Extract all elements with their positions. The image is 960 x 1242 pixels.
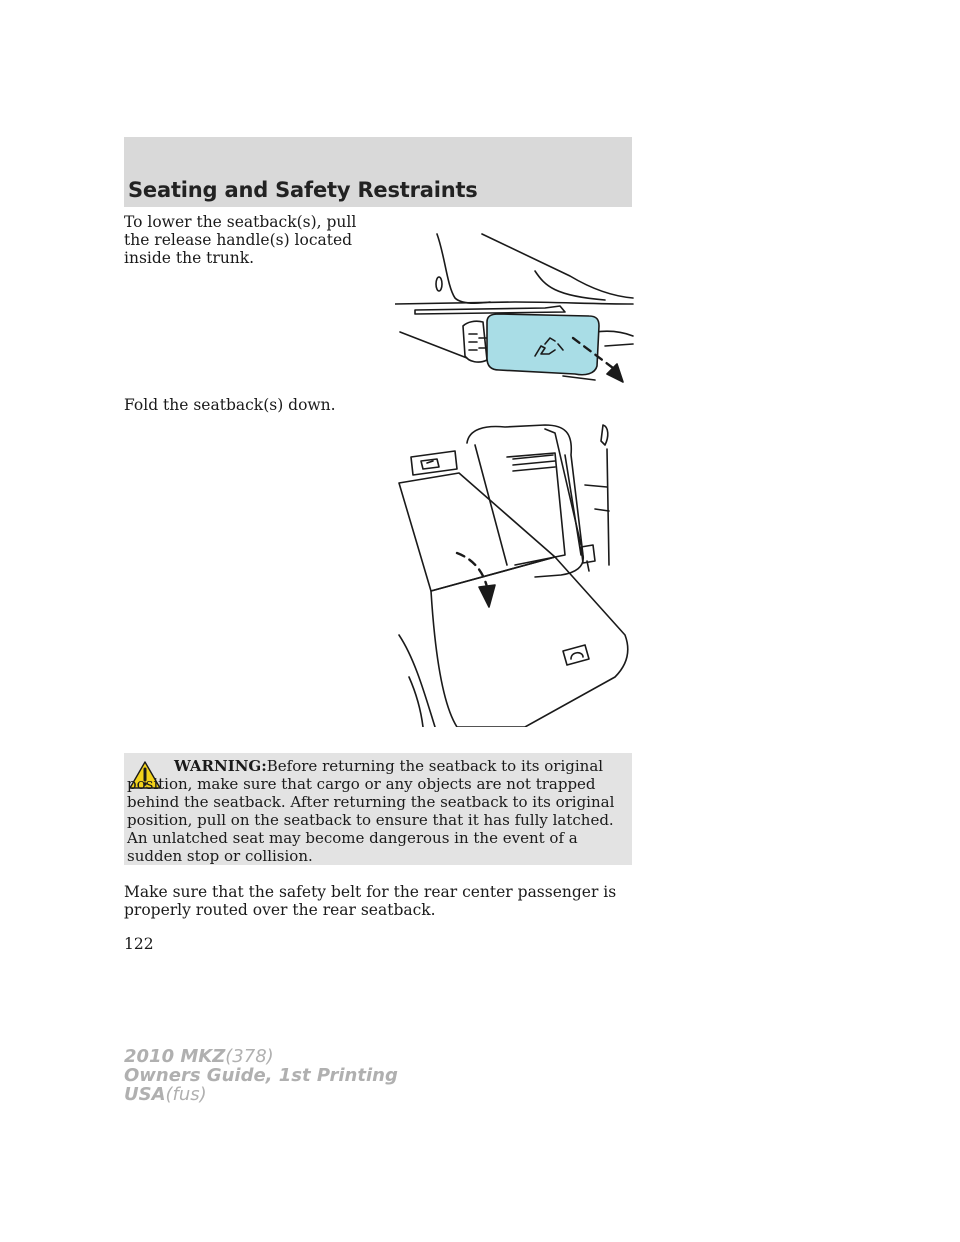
paragraph-fold-seatback: Fold the seatback(s) down.	[124, 396, 336, 414]
footer-market-code: (fus)	[165, 1084, 207, 1105]
footer-model: 2010 MKZ	[124, 1046, 226, 1067]
footer-model-code: (378)	[225, 1046, 274, 1067]
footer-print-info	[124, 1047, 398, 1104]
warning-label: WARNING:	[174, 757, 267, 775]
warning-body: Before returning the seatback to its original position, make sure that cargo or any objects are not trapped behind the seatback. After returning the seatback to its original position, pull on the seatback to ensure that it has fully latched. An unlatched seat may become dangerous in the event of a sudden stop or collision.	[127, 757, 615, 865]
folded-seatback-illustration	[395, 415, 635, 727]
section-title: Seating and Safety Restraints	[128, 178, 478, 202]
page-number: 122	[124, 935, 154, 953]
footer-market: USA	[124, 1084, 166, 1105]
warning-text	[127, 757, 629, 865]
paragraph-lower-seatback: To lower the seatback(s), pull the release handle(s) located inside the trunk.	[124, 213, 357, 267]
footer-guide: Owners Guide, 1st Printing	[124, 1065, 398, 1086]
paragraph-safety-belt: Make sure that the safety belt for the rear center passenger is properly routed over the rear seatback.	[124, 883, 617, 919]
trunk-release-handle-illustration	[395, 226, 635, 386]
